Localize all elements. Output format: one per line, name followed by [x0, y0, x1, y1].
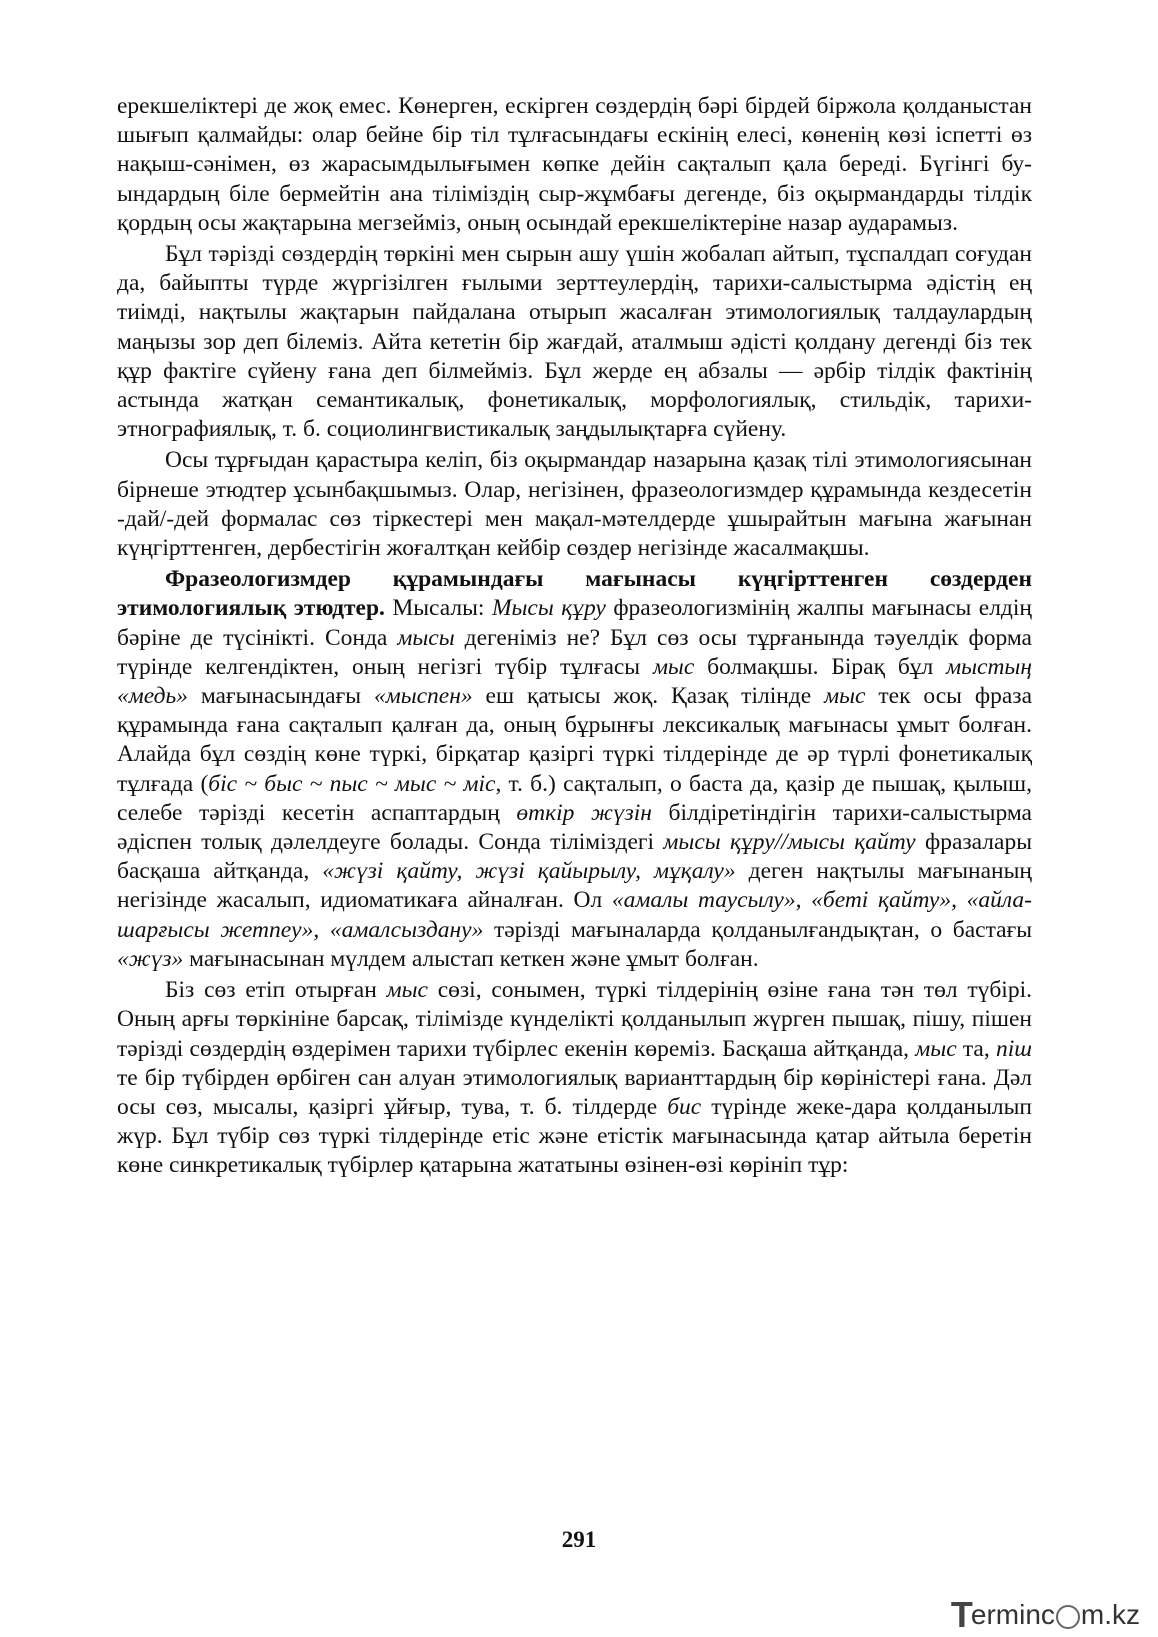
paragraph	[117, 976, 1032, 1180]
watermark-letter-t: T	[950, 1594, 973, 1635]
italic-term: мысы құру//мысы қайту	[663, 829, 916, 856]
text-run: Мысалы:	[384, 595, 492, 622]
text-run: деген нақтылы мағынаның негізінде жасалып, идиоматикаға айналған. Ол	[117, 858, 1032, 914]
italic-term: мыс	[386, 977, 428, 1004]
text-run: мағынасынан мүлдем алыстап кеткен және ұмыт болған.	[183, 945, 759, 972]
text-run: фразалары басқаша айтқанда,	[117, 829, 1033, 885]
italic-term: «амалы таусылу», «беті қайту», «айла-шарғысы жетпеу», «амалсыздану»	[117, 887, 1032, 943]
text-run: еш қатысы жоқ. Қазақ тілінде	[472, 683, 825, 710]
italic-term: мыс	[652, 653, 695, 680]
text-run: болмақшы. Бірақ бұл	[694, 653, 947, 680]
text-run: білдіретіндігін тарихи-салыстырма әдіспен толық дәлелдеуге болады. Сонда тіліміздегі	[117, 799, 1032, 856]
italic-term: «жүз»	[117, 945, 184, 972]
watermark-text: ermin	[970, 1599, 1041, 1630]
paragraph	[117, 446, 1032, 563]
text-run: тәрізді мағыналарда қолданылғандықтан, о бастағы	[483, 916, 1032, 943]
text-run: мағынасындағы	[187, 683, 374, 710]
text-run: те бір түбірден өрбіген сан алуан этимологиялық варианттардың бір көріністері ғана. Дәл осы сөз, мысалы, қазіргі ұйғыр, тува, т. б. тілдерде	[117, 1064, 1032, 1120]
italic-term: мыс	[824, 683, 866, 710]
text-run: та,	[956, 1035, 996, 1062]
italic-term: «мыспен»	[373, 683, 473, 710]
paragraph	[117, 240, 1032, 444]
text-run: ерекшеліктері де жоқ емес. Көнерген, ескірген сөздердің бәрі бірдей біржола қолданыстан шығып қалмайды: олар бейне бір тіл тұлғасындағы ескінің елесі, көненің көзі іспетті өз нақыш-сәнімен, өз жарасымдылығымен көпке дейін сақталып қала береді. Бүгінгі буындардың біле бермейтін ана тіліміздің сыр-жұмбағы дегенде, біз оқырмандарды тілдік қордың осы жақтарына мегзейміз, оның осындай ерекшеліктеріне назар аударамыз.	[117, 93, 1032, 236]
watermark-circle-icon	[1056, 1605, 1080, 1629]
text-run: түрінде жеке-дара қолданылып жүр. Бұл түбір сөз түркі тілдерінде етіс және етістік мағынасында қатар айтыла беретін көне синкретикалық түбірлер қатарына жататыны өзінен-өзі көрініп тұр:	[117, 1093, 1032, 1179]
italic-term: бис	[667, 1093, 702, 1120]
italic-term: өткір жүзін	[516, 799, 652, 826]
italic-term: мыстың «медь»	[117, 653, 1032, 710]
text-run: сөзі, сонымен, түркі тілдерінің өзіне ғана тән төл түбірі. Оның арғы төркініне барсақ, тілімізде күнделікті қолданылып жүрген пышақ, пішу, пішен тәрізді сөздердің өздерімен тарихи түбірлес екенін көреміз. Басқаша айтқанда,	[117, 977, 1032, 1062]
italic-term: Мысы құру	[491, 595, 606, 622]
page-body	[117, 92, 1032, 1183]
italic-term: біс ~ быс ~ пыс ~ мыс ~ міс	[208, 770, 496, 797]
text-run: Бұл тәрізді сөздердің төркіні мен сырын ашу үшін жобалап айтып, тұспалдап соғудан да, байыпты түрде жүргізілген ғылыми зерттеулердің, тарихи-салыстырма әдістің ең тиімді, нақтылы жақтарын пайдалана отырып жасалған этимологиялық талдаулардың маңызы зор деп білеміз. Айта кететін бір жағдай, аталмыш әдісті қолдану дегенді біз тек құр фактіге сүйену ғана деп білмейміз. Бұл жерде ең абзалы — әрбір тілдік фактінің астында жатқан семантикалық, фонетикалық, морфологиялық, стильдік, тарихи-этнографиялық, т. б. социолингвистикалық заңдылықтарға сүйену.	[117, 241, 1032, 443]
paragraph	[117, 565, 1032, 974]
text-run: тек осы фраза құрамында ғана сақталып қалған да, оның бұрынғы лексикалық мағынасы ұмыт болған. Алайда бұл сөздің көне түркі, бірқатар қазіргі түркі тілдерінде де әр түрлі фонетикалық тұлғада (	[117, 683, 1033, 797]
page-number: 291	[561, 1527, 597, 1552]
italic-term: мысы	[397, 624, 455, 651]
italic-term: «жүзі қайту, жүзі қайырылу, мұқалу»	[322, 858, 736, 885]
paragraph	[117, 92, 1032, 238]
text-run: Осы тұрғыдан қарастыра келіп, біз оқырмандар назарына қазақ тілі этимологиясынан бірнеше этюдтер ұсынбақшымыз. Олар, негізінен, фразеологизмдер құрамында кездесетін -дай/-дей формалас сөз тіркестері мен мақал-мәтелдерде ұшырайтын мағына жағынан күңгірттенген, дербестігін жоғалтқан кейбір сөздер негізінде жасалмақшы.	[117, 447, 1032, 562]
text-run: дегеніміз не? Бұл сөз осы тұрғанында тәуелдік форма түрінде келгендіктен, оның негізгі түбір тұлғасы	[117, 624, 1032, 680]
italic-term: піш	[995, 1035, 1032, 1062]
section-heading: Фразеологизмдер құрамындағы мағынасы күңгірттенген сөздерден этимологиялық этюдтер.	[117, 566, 1032, 622]
text-run: Біз сөз етіп отырған	[165, 977, 387, 1004]
watermark-domain: m.kz	[1080, 1599, 1140, 1630]
termincom-watermark-logo: T ermin c m.kz	[950, 1594, 1140, 1635]
text-run: , т. б.) сақталып, о баста да, қазір де пышақ, қылыш, селебе тәрізді кесетін аспаптардың	[117, 770, 1033, 826]
text-run: фразеологизмінің жалпы мағынасы елдің бәріне де түсінікті. Сонда	[117, 595, 1032, 651]
italic-term: мыс	[915, 1035, 957, 1062]
